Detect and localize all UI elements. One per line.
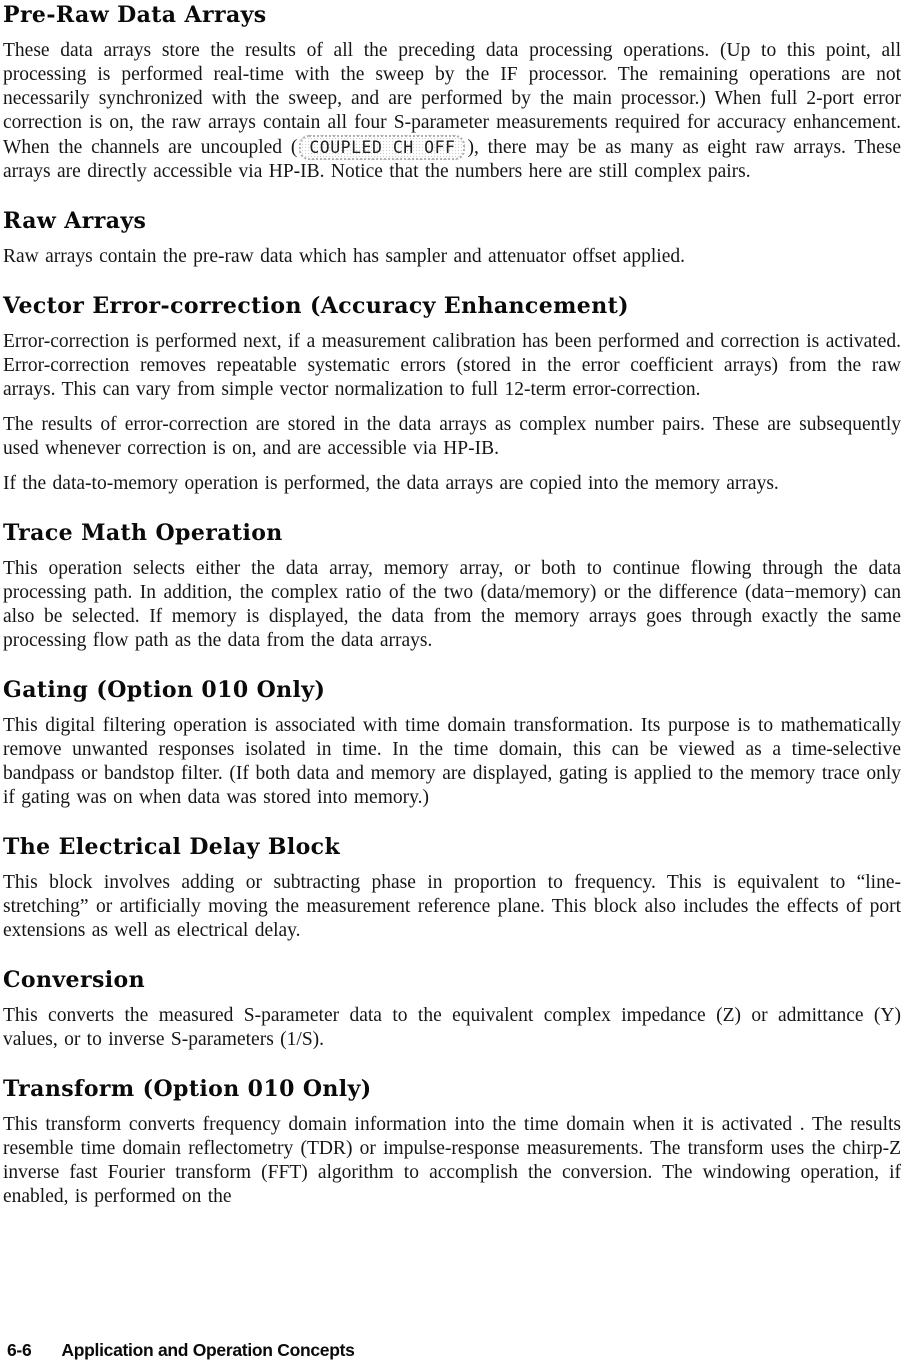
section-trace-math-operation: [3, 520, 901, 653]
softkey-coupled-ch-off: COUPLED CH OFF: [299, 135, 465, 160]
section-heading-gating: Gating (Option 010 Only): [3, 677, 326, 703]
paragraph: The results of error-correction are stored in the data arrays as complex number pairs. These are subsequently used whenever correction is on, and are accessible via HP-IB.: [3, 414, 901, 459]
section-heading-vector-error-correction: Vector Error-correction (Accuracy Enhancement): [3, 293, 629, 319]
section-transform: [3, 1076, 901, 1209]
paragraph: This digital filtering operation is associated with time domain transformation. Its purpose is to mathematically remove unwanted responses isolated in time. In the time domain, this can be viewed as a time-selective bandpass or bandstop filter. (If both data and memory are displayed, gating is applied to the memory trace only if gating was on when data was stored into memory.): [3, 715, 901, 808]
section-heading-transform: Transform (Option 010 Only): [3, 1076, 372, 1102]
paragraph-text: ), there may be as many as eight raw arrays. These arrays are directly accessible via HP-IB. Notice that the numbers here are still complex pairs.: [3, 137, 901, 182]
section-electrical-delay-block: [3, 834, 901, 943]
paragraph-text: These data arrays store the results of all the preceding data processing operations. (Up to this point, all processing is performed real-time with the sweep by the IF processor. The remaining operations are not necessarily synchronized with the sweep, and are performed by the main processor.) When full 2-port error correction is on, the raw arrays contain all four S-parameter measurements required for accuracy enhancement. When the channels are uncoupled (: [3, 40, 901, 158]
section-vector-error-correction: [3, 293, 901, 496]
paragraph: This converts the measured S-parameter data to the equivalent complex impedance (Z) or admittance (Y) values, or to inverse S-parameters (1/S).: [3, 1005, 901, 1050]
paragraph: This transform converts frequency domain information into the time domain when it is activated . The results resemble time domain reflectometry (TDR) or impulse-response measurements. The transform uses the chirp-Z inverse fast Fourier transform (FFT) algorithm to accomplish the conversion. The windowing operation, if enabled, is performed on the: [3, 1114, 901, 1207]
section-gating: [3, 677, 901, 810]
paragraph: If the data-to-memory operation is performed, the data arrays are copied into the memory arrays.: [3, 473, 779, 494]
section-pre-raw-data-arrays: [3, 2, 901, 184]
section-conversion: [3, 967, 901, 1052]
paragraph: Raw arrays contain the pre-raw data which has sampler and attenuator offset applied.: [3, 246, 686, 267]
paragraph: Error-correction is performed next, if a measurement calibration has been performed and correction is activated. Error-correction removes repeatable systematic errors (stored in the error coefficient arrays) from the raw arrays. This can vary from simple vector normalization to full 12-term error-correction.: [3, 331, 901, 400]
paragraph: This operation selects either the data array, memory array, or both to continue flowing through the data processing path. In addition, the complex ratio of the two (data/memory) or the difference (data−memory) can also be selected. If memory is displayed, the data from the memory arrays goes through exactly the same processing flow path as the data from the data arrays.: [3, 558, 901, 651]
section-heading-pre-raw-data-arrays: Pre-Raw Data Arrays: [3, 2, 267, 28]
section-heading-trace-math-operation: Trace Math Operation: [3, 520, 283, 546]
section-heading-electrical-delay-block: The Electrical Delay Block: [3, 834, 341, 860]
footer-page-number: 6-6: [7, 1340, 32, 1360]
section-heading-conversion: Conversion: [3, 967, 145, 993]
page-footer: [7, 1340, 355, 1361]
paragraph: [3, 39, 901, 184]
footer-chapter-title: Application and Operation Concepts: [61, 1340, 355, 1360]
section-raw-arrays: [3, 208, 901, 269]
section-heading-raw-arrays: Raw Arrays: [3, 208, 147, 234]
paragraph: This block involves adding or subtracting phase in proportion to frequency. This is equivalent to “line-stretching” or artificially moving the measurement reference plane. This block also includes the effects of port extensions as well as electrical delay.: [3, 872, 901, 941]
